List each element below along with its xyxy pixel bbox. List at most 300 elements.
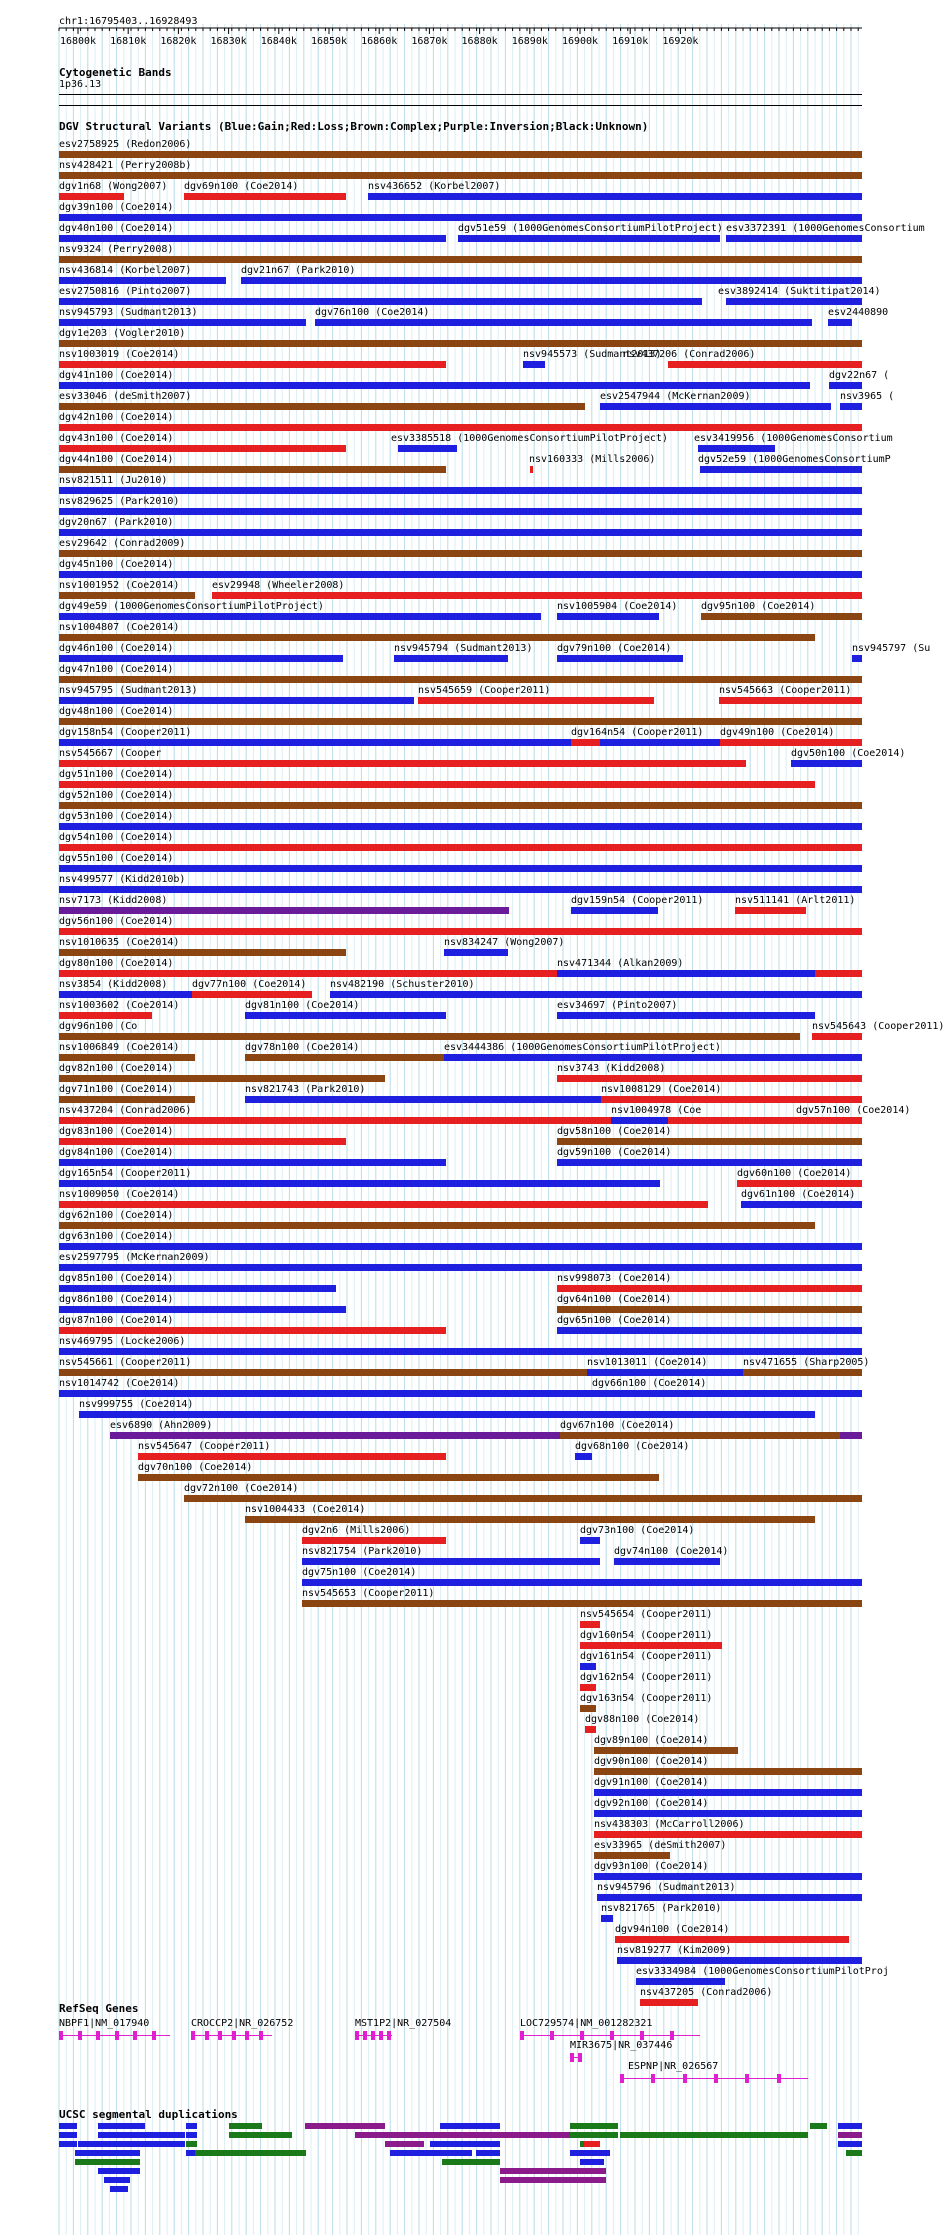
sv-feature-label[interactable]: esv3385518 (1000GenomesConsortiumPilotProject) bbox=[391, 433, 668, 444]
sv-feature-bar[interactable] bbox=[530, 466, 533, 473]
sv-feature-label[interactable]: nsv945573 (Sudmant2013) bbox=[523, 349, 662, 360]
sv-feature-bar[interactable] bbox=[59, 1117, 862, 1124]
sv-feature-label[interactable]: nsv482190 (Schuster2010) bbox=[330, 979, 475, 990]
sv-feature-bar[interactable] bbox=[580, 1705, 596, 1712]
sv-feature-bar[interactable] bbox=[59, 802, 862, 809]
sv-feature-bar[interactable] bbox=[59, 1201, 708, 1208]
sv-feature-bar[interactable] bbox=[557, 970, 815, 977]
sv-feature-label[interactable]: dgv84n100 (Coe2014) bbox=[59, 1147, 174, 1158]
ruler[interactable] bbox=[0, 24, 890, 46]
sv-feature-bar[interactable] bbox=[668, 361, 862, 368]
sv-feature-label[interactable]: dgv55n100 (Coe2014) bbox=[59, 853, 174, 864]
sv-feature-bar[interactable] bbox=[59, 214, 862, 221]
sv-feature-bar[interactable] bbox=[79, 1411, 815, 1418]
sv-feature-bar[interactable] bbox=[580, 1663, 596, 1670]
sv-feature-label[interactable]: dgv161n54 (Cooper2011) bbox=[580, 1651, 713, 1662]
sv-feature-bar[interactable] bbox=[791, 760, 862, 767]
segdup-block[interactable] bbox=[98, 2168, 140, 2174]
sv-feature-label[interactable]: nsv469795 (Locke2006) bbox=[59, 1336, 186, 1347]
sv-feature-label[interactable]: dgv70n100 (Coe2014) bbox=[138, 1462, 253, 1473]
sv-feature-label[interactable]: dgv58n100 (Coe2014) bbox=[557, 1126, 672, 1137]
sv-feature-bar[interactable] bbox=[829, 382, 862, 389]
sv-feature-bar[interactable] bbox=[59, 319, 306, 326]
refseq-gene-label[interactable]: MIR3675|NR_037446 bbox=[570, 2040, 673, 2051]
sv-feature-bar[interactable] bbox=[59, 1285, 336, 1292]
sv-feature-label[interactable]: nsv945794 (Sudmant2013) bbox=[394, 643, 533, 654]
sv-feature-bar[interactable] bbox=[743, 1369, 862, 1376]
sv-feature-label[interactable]: dgv22n67 ( bbox=[829, 370, 890, 381]
sv-feature-label[interactable]: nsv545653 (Cooper2011) bbox=[302, 1588, 435, 1599]
sv-feature-bar[interactable] bbox=[59, 466, 446, 473]
sv-feature-label[interactable]: nsv545654 (Cooper2011) bbox=[580, 1609, 713, 1620]
sv-feature-label[interactable]: nsv834247 (Wong2007) bbox=[444, 937, 565, 948]
sv-feature-bar[interactable] bbox=[59, 1348, 862, 1355]
sv-feature-bar[interactable] bbox=[601, 1096, 862, 1103]
sv-feature-label[interactable]: dgv73n100 (Coe2014) bbox=[580, 1525, 695, 1536]
sv-feature-label[interactable]: dgv52e59 (1000GenomesConsortiumP bbox=[698, 454, 891, 465]
sv-feature-label[interactable]: dgv62n100 (Coe2014) bbox=[59, 1210, 174, 1221]
sv-feature-label[interactable]: dgv96n100 (Co bbox=[59, 1021, 138, 1032]
refseq-gene-label[interactable]: MST1P2|NR_027504 bbox=[355, 2018, 452, 2029]
segdup-block[interactable] bbox=[810, 2123, 827, 2129]
sv-feature-bar[interactable] bbox=[59, 1096, 195, 1103]
sv-feature-label[interactable]: dgv63n100 (Coe2014) bbox=[59, 1231, 174, 1242]
sv-feature-bar[interactable] bbox=[302, 1558, 600, 1565]
sv-feature-label[interactable]: dgv87n100 (Coe2014) bbox=[59, 1315, 174, 1326]
segdup-block[interactable] bbox=[570, 2132, 618, 2138]
sv-feature-label[interactable]: dgv49n100 (Coe2014) bbox=[720, 727, 835, 738]
sv-feature-bar[interactable] bbox=[735, 907, 806, 914]
sv-feature-label[interactable]: dgv45n100 (Coe2014) bbox=[59, 559, 174, 570]
segdup-block[interactable] bbox=[584, 2141, 600, 2147]
sv-feature-label[interactable]: nsv436652 (Korbel2007) bbox=[368, 181, 501, 192]
sv-feature-label[interactable]: dgv78n100 (Coe2014) bbox=[245, 1042, 360, 1053]
sv-feature-bar[interactable] bbox=[59, 1369, 606, 1376]
sv-feature-bar[interactable] bbox=[212, 592, 862, 599]
sv-feature-label[interactable]: nsv437205 (Conrad2006) bbox=[640, 1987, 773, 1998]
segdup-block[interactable] bbox=[186, 2132, 197, 2138]
sv-feature-bar[interactable] bbox=[796, 1117, 862, 1124]
sv-feature-label[interactable]: nsv821743 (Park2010) bbox=[245, 1084, 366, 1095]
sv-feature-bar[interactable] bbox=[840, 403, 862, 410]
sv-feature-label[interactable]: dgv93n100 (Coe2014) bbox=[594, 1861, 709, 1872]
sv-feature-bar[interactable] bbox=[557, 1012, 815, 1019]
sv-feature-label[interactable]: dgv49e59 (1000GenomesConsortiumPilotProject) bbox=[59, 601, 324, 612]
sv-feature-label[interactable]: dgv94n100 (Coe2014) bbox=[615, 1924, 730, 1935]
sv-feature-label[interactable]: nsv471655 (Sharp2005) bbox=[743, 1357, 870, 1368]
sv-feature-label[interactable]: esv33965 (deSmith2007) bbox=[594, 1840, 727, 1851]
sv-feature-bar[interactable] bbox=[571, 739, 600, 746]
sv-feature-bar[interactable] bbox=[700, 466, 862, 473]
sv-feature-bar[interactable] bbox=[184, 193, 346, 200]
sv-feature-bar[interactable] bbox=[592, 1390, 862, 1397]
segdup-block[interactable] bbox=[229, 2123, 262, 2129]
segdup-block[interactable] bbox=[305, 2123, 385, 2129]
segdup-block[interactable] bbox=[385, 2141, 424, 2147]
sv-feature-label[interactable]: nsv1004807 (Coe2014) bbox=[59, 622, 180, 633]
sv-feature-bar[interactable] bbox=[59, 298, 702, 305]
sv-feature-label[interactable]: nsv7173 (Kidd2008) bbox=[59, 895, 168, 906]
sv-feature-label[interactable]: esv3444386 (1000GenomesConsortiumPilotProject) bbox=[444, 1042, 721, 1053]
sv-feature-bar[interactable] bbox=[580, 1537, 600, 1544]
sv-feature-label[interactable]: dgv42n100 (Coe2014) bbox=[59, 412, 174, 423]
segdup-block[interactable] bbox=[355, 2132, 590, 2138]
segdup-block[interactable] bbox=[620, 2132, 808, 2138]
sv-feature-bar[interactable] bbox=[59, 613, 541, 620]
sv-feature-label[interactable]: nsv1014742 (Coe2014) bbox=[59, 1378, 180, 1389]
sv-feature-bar[interactable] bbox=[59, 1180, 660, 1187]
sv-feature-bar[interactable] bbox=[594, 1831, 862, 1838]
sv-feature-label[interactable]: dgv56n100 (Coe2014) bbox=[59, 916, 174, 927]
sv-feature-bar[interactable] bbox=[59, 592, 195, 599]
segdup-block[interactable] bbox=[500, 2177, 606, 2183]
sv-feature-bar[interactable] bbox=[614, 1558, 720, 1565]
refseq-gene-label[interactable]: NBPF1|NM_017940 bbox=[59, 2018, 150, 2029]
segdup-block[interactable] bbox=[390, 2150, 472, 2156]
sv-feature-bar[interactable] bbox=[59, 1012, 152, 1019]
sv-feature-label[interactable]: nsv945793 (Sudmant2013) bbox=[59, 307, 198, 318]
sv-feature-label[interactable]: dgv67n100 (Coe2014) bbox=[560, 1420, 675, 1431]
sv-feature-label[interactable]: nsv471344 (Alkan2009) bbox=[557, 958, 684, 969]
sv-feature-label[interactable]: dgv59n100 (Coe2014) bbox=[557, 1147, 672, 1158]
sv-feature-label[interactable]: esv3334984 (1000GenomesConsortiumPilotProj bbox=[636, 1966, 889, 1977]
sv-feature-bar[interactable] bbox=[59, 697, 414, 704]
sv-feature-bar[interactable] bbox=[59, 928, 862, 935]
sv-feature-bar[interactable] bbox=[557, 655, 683, 662]
sv-feature-bar[interactable] bbox=[59, 193, 124, 200]
sv-feature-bar[interactable] bbox=[59, 1327, 446, 1334]
sv-feature-bar[interactable] bbox=[59, 949, 346, 956]
sv-feature-label[interactable]: esv2750816 (Pinto2007) bbox=[59, 286, 192, 297]
sv-feature-label[interactable]: dgv91n100 (Coe2014) bbox=[594, 1777, 709, 1788]
sv-feature-label[interactable]: dgv68n100 (Coe2014) bbox=[575, 1441, 690, 1452]
sv-feature-label[interactable]: dgv160n54 (Cooper2011) bbox=[580, 1630, 713, 1641]
sv-feature-label[interactable]: dgv54n100 (Coe2014) bbox=[59, 832, 174, 843]
sv-feature-label[interactable]: dgv163n54 (Cooper2011) bbox=[580, 1693, 713, 1704]
sv-feature-label[interactable]: nsv437206 (Conrad2006) bbox=[623, 349, 756, 360]
sv-feature-bar[interactable] bbox=[59, 1243, 862, 1250]
sv-feature-label[interactable]: dgv95n100 (Coe2014) bbox=[701, 601, 816, 612]
sv-feature-label[interactable]: nsv545647 (Cooper2011) bbox=[138, 1441, 271, 1452]
sv-feature-label[interactable]: nsv1010635 (Coe2014) bbox=[59, 937, 180, 948]
sv-feature-label[interactable]: nsv545667 (Cooper bbox=[59, 748, 162, 759]
sv-feature-label[interactable]: dgv60n100 (Coe2014) bbox=[737, 1168, 852, 1179]
segdup-block[interactable] bbox=[838, 2123, 862, 2129]
segdup-block[interactable] bbox=[59, 2132, 77, 2138]
sv-feature-bar[interactable] bbox=[59, 1138, 346, 1145]
sv-feature-label[interactable]: dgv162n54 (Cooper2011) bbox=[580, 1672, 713, 1683]
segdup-block[interactable] bbox=[430, 2141, 500, 2147]
sv-feature-bar[interactable] bbox=[594, 1789, 862, 1796]
sv-feature-bar[interactable] bbox=[580, 1684, 596, 1691]
sv-feature-label[interactable]: dgv52n100 (Coe2014) bbox=[59, 790, 174, 801]
sv-feature-label[interactable]: dgv51n100 (Coe2014) bbox=[59, 769, 174, 780]
sv-feature-bar[interactable] bbox=[59, 1264, 862, 1271]
sv-feature-bar[interactable] bbox=[560, 1432, 840, 1439]
sv-feature-label[interactable]: esv2547944 (McKernan2009) bbox=[600, 391, 751, 402]
sv-feature-bar[interactable] bbox=[59, 571, 862, 578]
sv-feature-label[interactable]: dgv41n100 (Coe2014) bbox=[59, 370, 174, 381]
sv-feature-label[interactable]: nsv511141 (Arlt2011) bbox=[735, 895, 856, 906]
sv-feature-label[interactable]: nsv821511 (Ju2010) bbox=[59, 475, 168, 486]
segdup-block[interactable] bbox=[98, 2132, 185, 2138]
sv-feature-label[interactable]: nsv821765 (Park2010) bbox=[601, 1903, 722, 1914]
sv-feature-label[interactable]: esv6890 (Ahn2009) bbox=[110, 1420, 213, 1431]
sv-feature-bar[interactable] bbox=[640, 1999, 698, 2006]
segdup-block[interactable] bbox=[440, 2123, 500, 2129]
sv-feature-bar[interactable] bbox=[444, 1054, 862, 1061]
sv-feature-label[interactable]: dgv80n100 (Coe2014) bbox=[59, 958, 174, 969]
sv-feature-bar[interactable] bbox=[245, 1012, 446, 1019]
sv-feature-label[interactable]: esv3372391 (1000GenomesConsortium bbox=[726, 223, 925, 234]
sv-feature-bar[interactable] bbox=[59, 718, 862, 725]
sv-feature-bar[interactable] bbox=[557, 1306, 862, 1313]
sv-feature-bar[interactable] bbox=[315, 319, 812, 326]
sv-feature-label[interactable]: nsv438303 (McCarroll2006) bbox=[594, 1819, 745, 1830]
segdup-block[interactable] bbox=[570, 2150, 610, 2156]
sv-feature-bar[interactable] bbox=[852, 655, 862, 662]
sv-feature-bar[interactable] bbox=[828, 319, 852, 326]
sv-feature-label[interactable]: nsv1008129 (Coe2014) bbox=[601, 1084, 722, 1095]
sv-feature-label[interactable]: nsv437204 (Conrad2006) bbox=[59, 1105, 192, 1116]
sv-feature-label[interactable]: dgv86n100 (Coe2014) bbox=[59, 1294, 174, 1305]
sv-feature-bar[interactable] bbox=[302, 1600, 862, 1607]
segdup-block[interactable] bbox=[110, 2186, 128, 2192]
sv-feature-label[interactable]: dgv47n100 (Coe2014) bbox=[59, 664, 174, 675]
segdup-block[interactable] bbox=[838, 2141, 862, 2147]
sv-feature-bar[interactable] bbox=[580, 1642, 722, 1649]
sv-feature-label[interactable]: dgv76n100 (Coe2014) bbox=[315, 307, 430, 318]
sv-feature-label[interactable]: dgv82n100 (Coe2014) bbox=[59, 1063, 174, 1074]
segdup-block[interactable] bbox=[186, 2141, 197, 2147]
sv-feature-label[interactable]: dgv61n100 (Coe2014) bbox=[741, 1189, 856, 1200]
sv-feature-bar[interactable] bbox=[557, 1285, 862, 1292]
sv-feature-bar[interactable] bbox=[458, 235, 720, 242]
segdup-block[interactable] bbox=[104, 2177, 130, 2183]
sv-feature-bar[interactable] bbox=[302, 1579, 862, 1586]
sv-feature-label[interactable]: nsv428421 (Perry2008b) bbox=[59, 160, 192, 171]
sv-feature-label[interactable]: nsv436814 (Korbel2007) bbox=[59, 265, 192, 276]
sv-feature-label[interactable]: dgv83n100 (Coe2014) bbox=[59, 1126, 174, 1137]
sv-feature-label[interactable]: dgv43n100 (Coe2014) bbox=[59, 433, 174, 444]
sv-feature-label[interactable]: dgv65n100 (Coe2014) bbox=[557, 1315, 672, 1326]
segdup-block[interactable] bbox=[229, 2132, 292, 2138]
sv-feature-bar[interactable] bbox=[726, 298, 862, 305]
sv-feature-label[interactable]: dgv44n100 (Coe2014) bbox=[59, 454, 174, 465]
sv-feature-bar[interactable] bbox=[59, 235, 446, 242]
sv-feature-label[interactable]: dgv48n100 (Coe2014) bbox=[59, 706, 174, 717]
sv-feature-bar[interactable] bbox=[594, 1810, 862, 1817]
sv-feature-label[interactable]: dgv53n100 (Coe2014) bbox=[59, 811, 174, 822]
sv-feature-bar[interactable] bbox=[741, 1201, 862, 1208]
sv-feature-label[interactable]: dgv77n100 (Coe2014) bbox=[192, 979, 307, 990]
refseq-gene-label[interactable]: ESPNP|NR_026567 bbox=[628, 2061, 719, 2072]
sv-feature-bar[interactable] bbox=[59, 361, 446, 368]
sv-feature-bar[interactable] bbox=[585, 1726, 596, 1733]
segdup-block[interactable] bbox=[476, 2150, 500, 2156]
sv-feature-bar[interactable] bbox=[394, 655, 508, 662]
segdup-block[interactable] bbox=[838, 2132, 862, 2138]
sv-feature-bar[interactable] bbox=[59, 865, 862, 872]
segdup-block[interactable] bbox=[442, 2159, 500, 2165]
sv-feature-bar[interactable] bbox=[594, 1873, 862, 1880]
sv-feature-bar[interactable] bbox=[575, 1453, 592, 1460]
segdup-block[interactable] bbox=[186, 2123, 197, 2129]
sv-feature-label[interactable]: dgv50n100 (Coe2014) bbox=[791, 748, 906, 759]
sv-feature-label[interactable]: esv3419956 (1000GenomesConsortium bbox=[694, 433, 893, 444]
sv-feature-bar[interactable] bbox=[59, 424, 862, 431]
segdup-block[interactable] bbox=[500, 2168, 606, 2174]
sv-feature-bar[interactable] bbox=[523, 361, 545, 368]
sv-feature-label[interactable]: dgv85n100 (Coe2014) bbox=[59, 1273, 174, 1284]
sv-feature-bar[interactable] bbox=[59, 1222, 815, 1229]
sv-feature-label[interactable]: dgv79n100 (Coe2014) bbox=[557, 643, 672, 654]
sv-feature-label[interactable]: nsv3743 (Kidd2008) bbox=[557, 1063, 666, 1074]
sv-feature-bar[interactable] bbox=[418, 697, 654, 704]
sv-feature-label[interactable]: dgv75n100 (Coe2014) bbox=[302, 1567, 417, 1578]
sv-feature-label[interactable]: esv3892414 (Suktitipat2014) bbox=[718, 286, 881, 297]
sv-feature-label[interactable]: dgv71n100 (Coe2014) bbox=[59, 1084, 174, 1095]
sv-feature-bar[interactable] bbox=[184, 1495, 862, 1502]
refseq-gene-label[interactable]: CROCCP2|NR_026752 bbox=[191, 2018, 294, 2029]
sv-feature-bar[interactable] bbox=[59, 550, 862, 557]
sv-feature-label[interactable]: nsv1005904 (Coe2014) bbox=[557, 601, 678, 612]
sv-feature-bar[interactable] bbox=[368, 193, 862, 200]
sv-feature-bar[interactable] bbox=[594, 1747, 738, 1754]
sv-feature-bar[interactable] bbox=[59, 634, 815, 641]
sv-feature-label[interactable]: dgv57n100 (Coe2014) bbox=[796, 1105, 911, 1116]
sv-feature-label[interactable]: dgv2n6 (Mills2006) bbox=[302, 1525, 411, 1536]
sv-feature-bar[interactable] bbox=[59, 1390, 606, 1397]
sv-feature-bar[interactable] bbox=[601, 1915, 613, 1922]
sv-feature-label[interactable]: nsv545661 (Cooper2011) bbox=[59, 1357, 192, 1368]
sv-feature-bar[interactable] bbox=[594, 1852, 670, 1859]
sv-feature-bar[interactable] bbox=[580, 1621, 600, 1628]
sv-feature-label[interactable]: dgv69n100 (Coe2014) bbox=[184, 181, 299, 192]
sv-feature-label[interactable]: dgv81n100 (Coe2014) bbox=[245, 1000, 360, 1011]
sv-feature-bar[interactable] bbox=[59, 823, 862, 830]
sv-feature-label[interactable]: dgv20n67 (Park2010) bbox=[59, 517, 174, 528]
segdup-block[interactable] bbox=[580, 2159, 604, 2165]
sv-feature-label[interactable]: esv2758925 (Redon2006) bbox=[59, 139, 192, 150]
sv-feature-bar[interactable] bbox=[617, 1957, 862, 1964]
sv-feature-label[interactable]: esv2597795 (McKernan2009) bbox=[59, 1252, 210, 1263]
sv-feature-label[interactable]: dgv72n100 (Coe2014) bbox=[184, 1483, 299, 1494]
sv-feature-label[interactable]: esv33046 (deSmith2007) bbox=[59, 391, 192, 402]
segdup-block[interactable] bbox=[59, 2141, 77, 2147]
sv-feature-bar[interactable] bbox=[615, 1936, 849, 1943]
sv-feature-bar[interactable] bbox=[557, 1075, 862, 1082]
sv-feature-bar[interactable] bbox=[302, 1537, 446, 1544]
sv-feature-label[interactable]: nsv499577 (Kidd2010b) bbox=[59, 874, 186, 885]
sv-feature-label[interactable]: esv29948 (Wheeler2008) bbox=[212, 580, 345, 591]
sv-feature-label[interactable]: nsv1006849 (Coe2014) bbox=[59, 1042, 180, 1053]
sv-feature-bar[interactable] bbox=[59, 529, 862, 536]
sv-feature-bar[interactable] bbox=[59, 844, 862, 851]
sv-feature-bar[interactable] bbox=[59, 655, 343, 662]
sv-feature-label[interactable]: nsv545659 (Cooper2011) bbox=[418, 685, 551, 696]
sv-feature-label[interactable]: nsv821754 (Park2010) bbox=[302, 1546, 423, 1557]
sv-feature-bar[interactable] bbox=[59, 403, 585, 410]
sv-feature-label[interactable]: nsv3854 (Kidd2008) bbox=[59, 979, 168, 990]
sv-feature-label[interactable]: dgv51e59 (1000GenomesConsortiumPilotProject) bbox=[458, 223, 723, 234]
sv-feature-label[interactable]: dgv39n100 (Coe2014) bbox=[59, 202, 174, 213]
sv-feature-label[interactable]: nsv545643 (Cooper2011) bbox=[812, 1021, 944, 1032]
sv-feature-bar[interactable] bbox=[597, 1894, 862, 1901]
sv-feature-bar[interactable] bbox=[571, 907, 658, 914]
sv-feature-bar[interactable] bbox=[59, 487, 862, 494]
sv-feature-label[interactable]: dgv88n100 (Coe2014) bbox=[585, 1714, 700, 1725]
sv-feature-bar[interactable] bbox=[192, 991, 312, 998]
sv-feature-bar[interactable] bbox=[59, 508, 862, 515]
sv-feature-label[interactable]: dgv165n54 (Cooper2011) bbox=[59, 1168, 192, 1179]
sv-feature-bar[interactable] bbox=[636, 1978, 725, 1985]
sv-feature-label[interactable]: nsv945795 (Sudmant2013) bbox=[59, 685, 198, 696]
sv-feature-label[interactable]: dgv159n54 (Cooper2011) bbox=[571, 895, 704, 906]
sv-feature-bar[interactable] bbox=[611, 1117, 668, 1124]
sv-feature-bar[interactable] bbox=[59, 676, 862, 683]
sv-feature-label[interactable]: nsv1004433 (Coe2014) bbox=[245, 1504, 366, 1515]
sv-feature-label[interactable]: nsv3965 ( bbox=[840, 391, 895, 402]
segdup-block[interactable] bbox=[570, 2123, 618, 2129]
sv-feature-label[interactable]: dgv40n100 (Coe2014) bbox=[59, 223, 174, 234]
sv-feature-label[interactable]: nsv945796 (Sudmant2013) bbox=[597, 1882, 736, 1893]
sv-feature-bar[interactable] bbox=[59, 382, 810, 389]
sv-feature-bar[interactable] bbox=[59, 172, 862, 179]
segdup-block[interactable] bbox=[98, 2123, 145, 2129]
sv-feature-bar[interactable] bbox=[557, 613, 659, 620]
sv-feature-label[interactable]: dgv46n100 (Coe2014) bbox=[59, 643, 174, 654]
sv-feature-bar[interactable] bbox=[138, 1453, 446, 1460]
sv-feature-label[interactable]: dgv1e203 (Vogler2010) bbox=[59, 328, 186, 339]
refseq-gene-label[interactable]: LOC729574|NM_001282321 bbox=[520, 2018, 653, 2029]
sv-feature-label[interactable]: nsv1003602 (Coe2014) bbox=[59, 1000, 180, 1011]
sv-feature-bar[interactable] bbox=[59, 445, 346, 452]
sv-feature-label[interactable]: nsv999755 (Coe2014) bbox=[79, 1399, 194, 1410]
sv-feature-bar[interactable] bbox=[59, 886, 862, 893]
sv-feature-label[interactable]: dgv164n54 (Cooper2011) bbox=[571, 727, 704, 738]
sv-feature-bar[interactable] bbox=[726, 235, 862, 242]
sv-feature-bar[interactable] bbox=[59, 340, 862, 347]
sv-feature-bar[interactable] bbox=[241, 277, 862, 284]
sv-feature-label[interactable]: esv34697 (Pinto2007) bbox=[557, 1000, 678, 1011]
sv-feature-bar[interactable] bbox=[245, 1054, 446, 1061]
sv-feature-label[interactable]: esv2440890 bbox=[828, 307, 889, 318]
sv-feature-label[interactable]: nsv9324 (Perry2008) bbox=[59, 244, 174, 255]
sv-feature-label[interactable]: nsv160333 (Mills2006) bbox=[529, 454, 656, 465]
sv-feature-label[interactable]: dgv74n100 (Coe2014) bbox=[614, 1546, 729, 1557]
sv-feature-label[interactable]: nsv829625 (Park2010) bbox=[59, 496, 180, 507]
sv-feature-bar[interactable] bbox=[812, 1033, 862, 1040]
segdup-block[interactable] bbox=[75, 2159, 140, 2165]
sv-feature-bar[interactable] bbox=[737, 1180, 862, 1187]
sv-feature-label[interactable]: dgv1n68 (Wong2007) bbox=[59, 181, 168, 192]
sv-feature-bar[interactable] bbox=[59, 907, 509, 914]
sv-feature-bar[interactable] bbox=[398, 445, 457, 452]
sv-feature-bar[interactable] bbox=[59, 1075, 385, 1082]
sv-feature-label[interactable]: dgv89n100 (Coe2014) bbox=[594, 1735, 709, 1746]
sv-feature-label[interactable]: nsv1004978 (Coe bbox=[611, 1105, 702, 1116]
sv-feature-bar[interactable] bbox=[600, 403, 831, 410]
segdup-block[interactable] bbox=[59, 2123, 77, 2129]
sv-feature-label[interactable]: esv29642 (Conrad2009) bbox=[59, 538, 186, 549]
sv-feature-bar[interactable] bbox=[557, 1159, 862, 1166]
sv-feature-bar[interactable] bbox=[330, 991, 862, 998]
sv-feature-bar[interactable] bbox=[557, 1138, 862, 1145]
sv-feature-bar[interactable] bbox=[557, 1327, 862, 1334]
sv-feature-bar[interactable] bbox=[59, 760, 746, 767]
sv-feature-label[interactable]: nsv1001952 (Coe2014) bbox=[59, 580, 180, 591]
